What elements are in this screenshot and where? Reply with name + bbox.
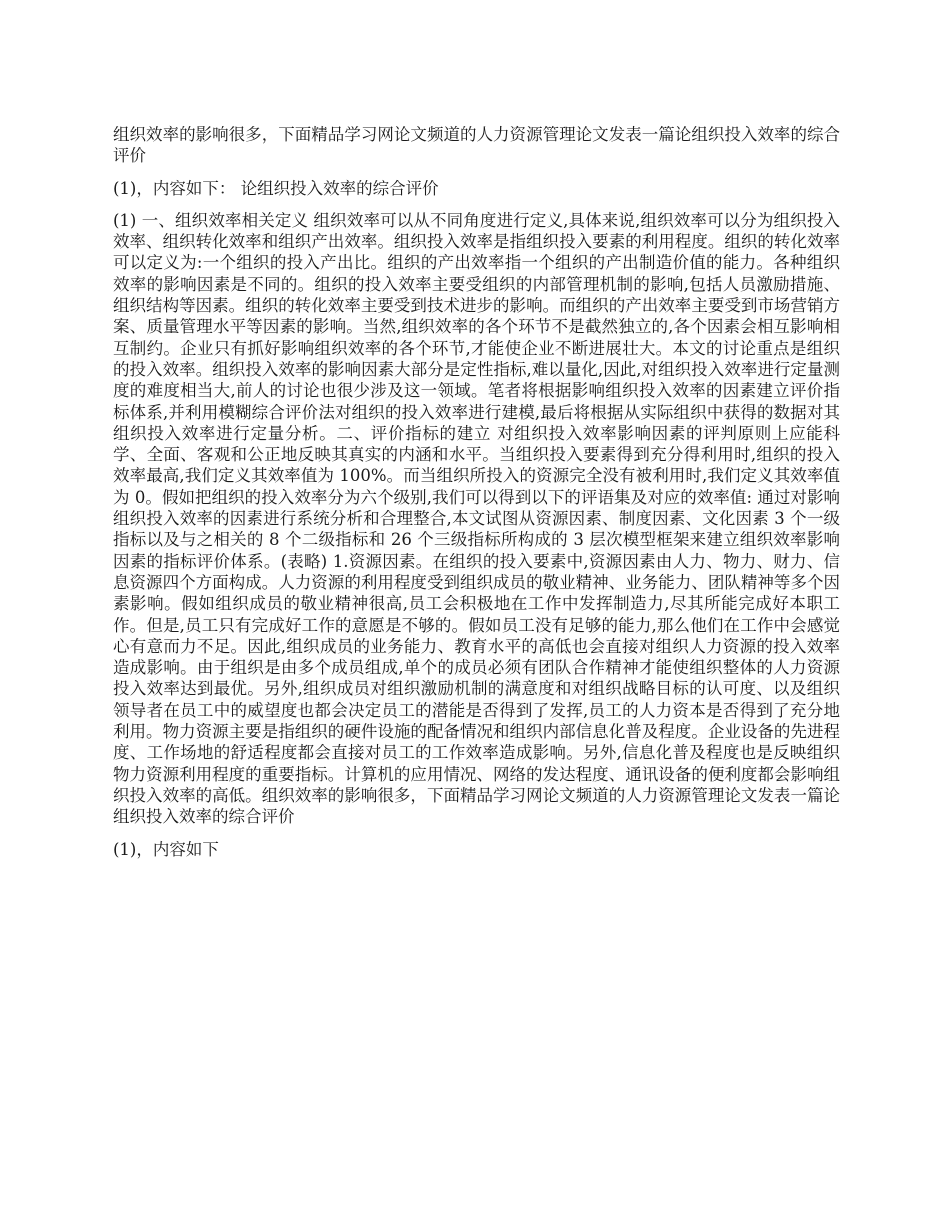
intro-paragraph: 组织效率的影响很多，下面精品学习网论文频道的人力资源管理论文发表一篇论组织投入效率的综合评价 <box>113 125 840 166</box>
document-page <box>113 124 840 860</box>
body-paragraph: (1) 一、组织效率相关定义 组织效率可以从不同角度进行定义,具体来说,组织效率可以分为组织投入效率、组织转化效率和组织产出效率。组织投入效率是指组织投入要素的利用程度。组织的转化效率可以定义为:一个组织的投入产出比。组织的产出效率指一个组织的产出制造价值的能力。各种组织效率的影响因素是不同的。组织的投入效率主要受组织的内部管理机制的影响,包括人员激励措施、组织结构等因素。组织的转化效率主要受到技术进步的影响。而组织的产出效率主要受到市场营销方案、质量管理水平等因素的影响。当然,组织效率的各个环节不是截然独立的,各个因素会相互影响相互制约。企业只有抓好影响组织效率的各个环节,才能使企业不断进展壮大。本文的讨论重点是组织的投入效率。组织投入效率的影响因素大部分是定性指标,难以量化,因此,对组织投入效率进行定量测度的难度相当大,前人的讨论也很少涉及这一领域。笔者将根据影响组织投入效率的因素建立评价指标体系,并利用模糊综合评价法对组织的投入效率进行建模,最后将根据从实际组织中获得的数据对其组织投入效率进行定量分析。二、评价指标的建立 对组织投入效率影响因素的评判原则上应能科学、全面、客观和公正地反映其真实的内涵和水平。当组织投入要素得到充分得利用时,组织的投入效率最高,我们定义其效率值为 100%。而当组织所投入的资源完全没有被利用时,我们定义其效率值为 0。假如把组织的投入效率分为六个级别,我们可以得到以下的评语集及对应的效率值: 通过对影响组织投入效率的因素进行系统分析和合理整合,本文试图从资源因素、制度因素、文化因素 3 个一级指标以及与之相关的 8 个二级指标和 26 个三级指标所构成的 3 层次模型框架来建立组织效率影响因素的指标评价体系。(表略) 1.资源因素。在组织的投入要素中,资源因素由人力、物力、财力、信息资源四个方面构成。人力资源的利用程度受到组织成员的敬业精神、业务能力、团队精神等多个因素影响。假如组织成员的敬业精神很高,员工会积极地在工作中发挥制造力,尽其所能完成好本职工作。但是,员工只有完成好工作的意愿是不够的。假如员工没有足够的能力,那么他们在工作中会感觉心有意而力不足。因此,组织成员的业务能力、教育水平的高低也会直接对组织人力资源的投入效率造成影响。由于组织是由多个成员组成,单个的成员必须有团队合作精神才能使组织整体的人力资源投入效率达到最优。另外,组织成员对组织激励机制的满意度和对组织战略目标的认可度、以及组织领导者在员工中的威望度也都会决定员工的潜能是否得到了发挥,员工的人力资本是否得到了充分地利用。物力资源主要是指组织的硬件设施的配备情况和组织内部信息化普及程度。企业设备的先进程度、工作场地的舒适程度都会直接对员工的工作效率造成影响。另外,信息化普及程度也是反映组织物力资源利用程度的重要指标。计算机的应用情况、网络的发达程度、通讯设备的便利度都会影响组织投入效率的高低。组织效率的影响很多，下面精品学习网论文频道的人力资源管理论文发表一篇论组织投入效率的综合评价 <box>113 210 840 827</box>
closing-line: (1)，内容如下 <box>113 839 219 859</box>
lead-line: (1)，内容如下： 论组织投入效率的综合评价 <box>113 178 439 198</box>
